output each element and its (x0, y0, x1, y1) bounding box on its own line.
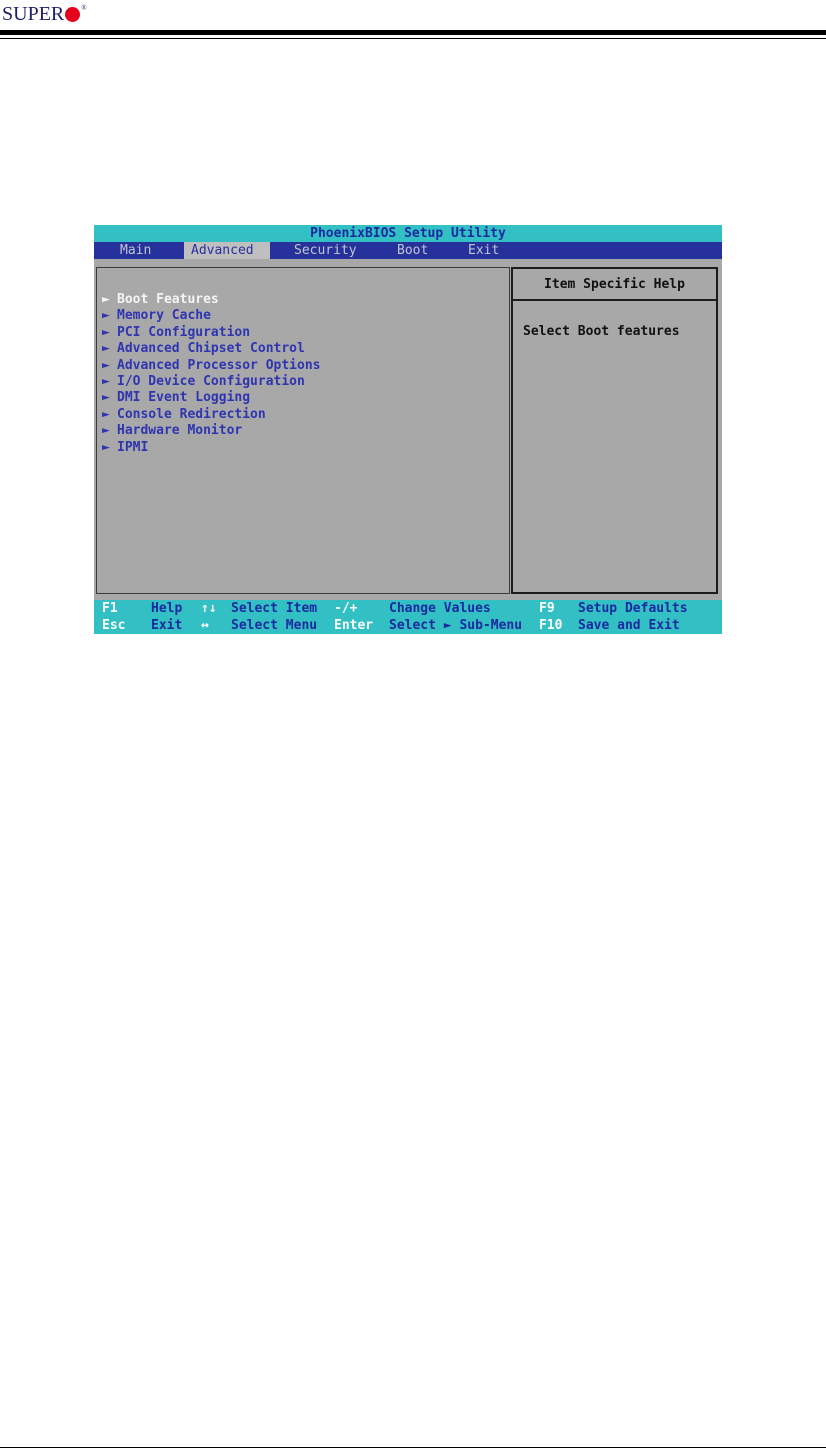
submenu-arrow-icon: ► (102, 357, 110, 373)
menu-item-memory-cache[interactable]: ► Memory Cache (102, 308, 211, 324)
key-minus-plus: -/+ (334, 601, 358, 616)
key-f9-action: Setup Defaults (578, 601, 688, 616)
menu-item-advanced-processor-options[interactable]: ► Advanced Processor Options (102, 357, 321, 373)
submenu-arrow-icon: ► (102, 423, 110, 439)
submenu-arrow-icon: ► (102, 439, 110, 455)
key-f1-action: Help (151, 601, 183, 616)
key-left-right-action: Select Menu (231, 618, 318, 633)
submenu-arrow-icon: ► (102, 341, 110, 357)
submenu-arrow-icon: ► (102, 390, 110, 406)
key-esc: Esc (102, 618, 126, 633)
key-up-down: ↑↓ (201, 601, 217, 616)
key-f10-action: Save and Exit (578, 618, 680, 633)
advanced-menu-list (102, 292, 321, 456)
menu-item-hardware-monitor[interactable]: ► Hardware Monitor (102, 423, 243, 439)
submenu-arrow-icon: ► (102, 308, 110, 324)
bios-setup-screen (94, 225, 722, 634)
key-f10: F10 (539, 618, 563, 633)
submenu-arrow-icon: ► (102, 406, 110, 422)
tab-advanced[interactable]: Advanced (184, 242, 270, 259)
header-rule-thick (0, 30, 826, 35)
menu-item-boot-features[interactable]: ► Boot Features (102, 292, 219, 307)
brand-red-dot-icon (65, 7, 80, 22)
footer-rule (0, 1447, 826, 1448)
bios-title-bar: PhoenixBIOS Setup Utility (94, 225, 722, 242)
menu-item-dmi-event-logging[interactable]: ► DMI Event Logging (102, 390, 251, 406)
menu-item-io-device-configuration[interactable]: ► I/O Device Configuration (102, 373, 305, 389)
help-pane-text: Select Boot features (523, 324, 680, 339)
tab-exit[interactable]: Exit (468, 243, 500, 258)
help-pane-title: Item Specific Help (513, 269, 716, 301)
submenu-arrow-icon: ► (102, 292, 110, 307)
key-enter-action: Select ► Sub-Menu (389, 618, 523, 633)
tab-security[interactable]: Security (294, 243, 357, 258)
menu-item-console-redirection[interactable]: ► Console Redirection (102, 406, 266, 422)
menu-item-advanced-chipset-control[interactable]: ► Advanced Chipset Control (102, 341, 305, 357)
key-f1: F1 (102, 601, 118, 616)
menu-item-ipmi[interactable]: ► IPMI (102, 439, 149, 455)
registered-mark: ® (81, 4, 87, 12)
bios-key-legend (94, 600, 722, 634)
key-enter: Enter (334, 618, 374, 633)
supermicro-logo (2, 2, 87, 26)
submenu-arrow-icon: ► (102, 324, 110, 340)
brand-text: SUPER (2, 3, 65, 25)
submenu-arrow-icon: ► (102, 373, 110, 389)
key-esc-action: Exit (151, 618, 183, 633)
menu-item-pci-configuration[interactable]: ► PCI Configuration (102, 324, 251, 340)
key-f9: F9 (539, 601, 555, 616)
key-minus-plus-action: Change Values (389, 601, 491, 616)
bios-menu-bar (94, 242, 722, 259)
header-rule-thin (0, 38, 826, 39)
tab-main[interactable]: Main (120, 243, 152, 258)
item-help-pane (511, 267, 718, 594)
tab-boot[interactable]: Boot (397, 243, 429, 258)
key-up-down-action: Select Item (231, 601, 318, 616)
key-left-right: ↔ (201, 618, 209, 633)
